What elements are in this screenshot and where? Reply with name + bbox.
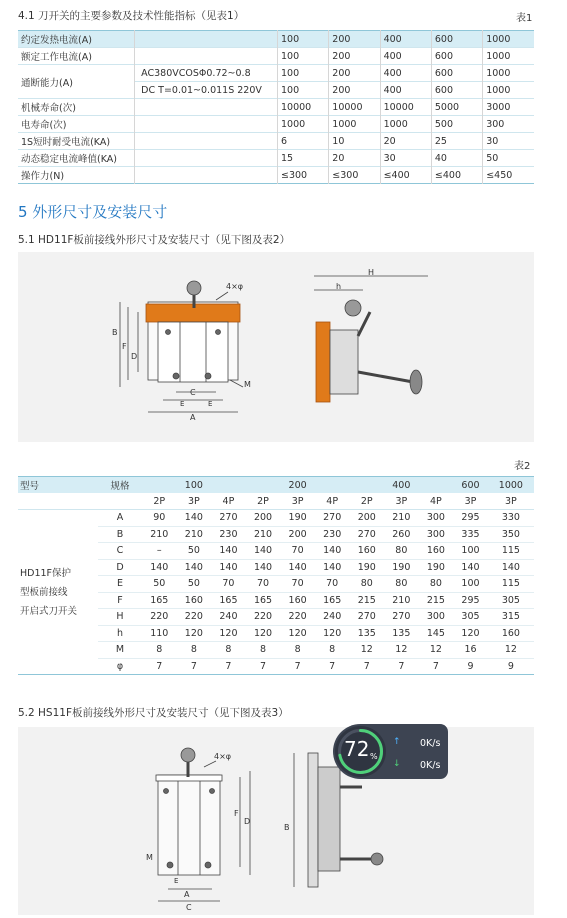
- figure-2-drawing: [18, 727, 534, 915]
- figure2-label-b: B: [284, 823, 290, 832]
- table2-cell: 140: [184, 561, 203, 573]
- table1-cell: ≤400: [380, 167, 431, 184]
- table2-cell: 270: [392, 611, 411, 623]
- table2-cell: 140: [501, 561, 520, 573]
- table2-head-row: [18, 477, 534, 494]
- table1-cell: 400: [380, 48, 431, 65]
- table2-cell: 220: [150, 611, 169, 623]
- table2-model-line: HD11F保护: [20, 567, 72, 579]
- figure2-label-e: E: [174, 877, 179, 885]
- table2-cell: 50: [153, 578, 166, 590]
- table2-cell: 305: [461, 611, 480, 623]
- table2-pole: 3P: [291, 495, 304, 507]
- table2-cell: 80: [360, 578, 373, 590]
- table1-cell: 10000: [329, 99, 380, 116]
- table2-dim-key: F: [117, 594, 123, 606]
- table2-cell: 140: [150, 561, 169, 573]
- table2-group: 100: [184, 479, 203, 491]
- table2-cell: 295: [461, 512, 480, 524]
- table2-cell: 135: [357, 627, 376, 639]
- table2-cell: 140: [323, 545, 342, 557]
- table1-row: [18, 65, 534, 82]
- figure1-label-m: M: [244, 380, 251, 389]
- table1-row-label: 操作力(N): [21, 171, 65, 182]
- table1-row-label: 通断能力(A): [21, 77, 73, 89]
- table2-cell: 8: [329, 644, 336, 656]
- table1-cell: ≤300: [278, 167, 329, 184]
- table1-cell: 1000: [380, 116, 431, 133]
- section-52-title: 5.2 HS11F板前接线外形尺寸及安装尺寸（见下图及表3）: [18, 707, 289, 719]
- table2-body: [18, 510, 534, 675]
- table1-cell: 100: [278, 65, 329, 82]
- table2-group: 1000: [498, 479, 523, 491]
- table1-cell: 500: [431, 116, 482, 133]
- table2-cell: 305: [501, 594, 520, 606]
- table2-pole: 3P: [464, 495, 477, 507]
- table1-row-label: 额定工作电流(A): [21, 52, 92, 63]
- table2-cell: 190: [426, 561, 445, 573]
- table1-head-cell: 400: [380, 31, 431, 48]
- table2-cell: 12: [504, 644, 517, 656]
- figure-2-box: [18, 727, 534, 915]
- table2-dim-key: M: [115, 644, 125, 656]
- table1-head-cell: 200: [329, 31, 380, 48]
- table1-cell: 15: [278, 150, 329, 167]
- table1-cell: 10000: [278, 99, 329, 116]
- figure1-label-b: B: [112, 328, 118, 337]
- table1-row: [18, 99, 534, 116]
- figure2-label-a: A: [184, 890, 190, 899]
- table2-cell: 165: [150, 594, 169, 606]
- table1-cell: 600: [431, 65, 482, 82]
- table2-cell: 12: [395, 644, 408, 656]
- table1-cell: 400: [380, 82, 431, 99]
- table2-cell: 7: [294, 660, 301, 672]
- table2-cell: 260: [392, 528, 411, 540]
- table1-cell: 10000: [380, 99, 431, 116]
- table2-cell: 120: [323, 627, 342, 639]
- table1-head-cell: 1000: [483, 31, 534, 48]
- table2-cell: 100: [461, 545, 480, 557]
- table2-pole: 2P: [360, 495, 373, 507]
- figure1-label-c: C: [190, 388, 196, 397]
- table2-group: 600: [461, 479, 480, 491]
- table2-cell: 70: [291, 545, 304, 557]
- table1-cell: 1000: [278, 116, 329, 133]
- table2-cell: 215: [357, 594, 376, 606]
- table1-row-label: 机械寿命(次): [21, 103, 76, 114]
- table2-cell: 140: [184, 512, 203, 524]
- table2-cell: 140: [253, 561, 273, 573]
- table2-cell: 70: [222, 578, 235, 590]
- table2-cell: 50: [187, 545, 200, 557]
- table1-cell: 6: [278, 133, 329, 150]
- table2-cell: 7: [329, 660, 336, 672]
- table2-poles-row: [18, 493, 534, 510]
- table2-cell: 190: [288, 512, 307, 524]
- table2-cell: 9: [507, 660, 514, 672]
- table2-cell: 9: [467, 660, 474, 672]
- table2-cell: 50: [187, 578, 200, 590]
- table2-cell: 7: [225, 660, 232, 672]
- table2-cell: 315: [501, 611, 520, 623]
- table2-cell: 210: [184, 528, 203, 540]
- upload-rate: 0K/s: [420, 738, 441, 749]
- table-row: [18, 510, 534, 527]
- table2-cell: 200: [253, 512, 273, 524]
- download-arrow-icon: ↓: [393, 759, 401, 769]
- figure-1-box: [18, 252, 534, 442]
- table2-cell: 210: [392, 594, 411, 606]
- table2-cell: 120: [219, 627, 238, 639]
- table2-cell: –: [156, 545, 162, 557]
- table1-cell: 100: [278, 82, 329, 99]
- table2-cell: 165: [253, 594, 273, 606]
- table2-cell: 8: [294, 644, 301, 656]
- gauge-percent-unit: %: [370, 752, 378, 761]
- table2-cell: 8: [156, 644, 163, 656]
- table2-cell: 7: [260, 660, 267, 672]
- table2-cell: 16: [464, 644, 477, 656]
- table2-group: 200: [288, 479, 307, 491]
- table1-head-cell: 100: [278, 31, 329, 48]
- table2-group: 400: [392, 479, 411, 491]
- table2-cell: 140: [219, 561, 238, 573]
- table2-cell: 7: [156, 660, 163, 672]
- figure1-label-h-lower: h: [336, 282, 342, 291]
- table1-cell: 200: [329, 82, 380, 99]
- table2-cell: 210: [392, 512, 411, 524]
- section-51-title: 5.1 HD11F板前接线外形尺寸及安装尺寸（见下图及表2）: [18, 234, 291, 246]
- table2-cell: 7: [398, 660, 405, 672]
- table2-cell: 7: [432, 660, 439, 672]
- table1-cell: 20: [329, 150, 380, 167]
- table2-cell: 90: [153, 512, 166, 524]
- table2-cell: 215: [426, 594, 445, 606]
- table2-cell: 270: [357, 528, 376, 540]
- table2-cell: 70: [291, 578, 304, 590]
- table2-cell: 295: [461, 594, 480, 606]
- figure1-label-h-upper: H: [368, 268, 375, 277]
- table1-cell: 600: [431, 82, 482, 99]
- table2-cell: 220: [253, 611, 273, 623]
- table1-cell: 200: [329, 48, 380, 65]
- table2-cell: 300: [426, 512, 445, 524]
- table2-dim-key: E: [116, 578, 123, 590]
- table2-cell: 80: [429, 578, 442, 590]
- table2-head-spec: 规格: [110, 481, 130, 492]
- table1-tag: 表1: [516, 13, 533, 24]
- table2-model-line: 开启式刀开关: [20, 605, 78, 617]
- table-2: [18, 476, 534, 675]
- table2-cell: 230: [323, 528, 342, 540]
- figure1-label-e1: E: [180, 400, 185, 408]
- table2-cell: 140: [219, 545, 238, 557]
- table1-row-label: 1S短时耐受电流(KA): [21, 137, 111, 148]
- figure2-label-c: C: [186, 903, 192, 912]
- table2-cell: 165: [219, 594, 238, 606]
- upload-arrow-icon: ↑: [393, 737, 401, 747]
- table2-cell: 115: [501, 578, 520, 590]
- figure2-label-m: M: [146, 853, 153, 862]
- figure1-label-e2: E: [208, 400, 213, 408]
- table2-cell: 12: [429, 644, 442, 656]
- table1-cell: 5000: [431, 99, 482, 116]
- table2-cell: 120: [253, 627, 273, 639]
- table2-head-model: 型号: [20, 481, 40, 492]
- table1-row: [18, 133, 534, 150]
- table2-cell: 335: [461, 528, 480, 540]
- table1-cell: 50: [483, 150, 534, 167]
- table2-dim-key: C: [116, 545, 124, 557]
- table1-cell: 400: [380, 65, 431, 82]
- table1-head-label: 约定发热电流(A): [21, 35, 92, 46]
- table1-cell: 600: [431, 48, 482, 65]
- table2-cell: 160: [288, 594, 307, 606]
- table2-cell: 80: [395, 545, 408, 557]
- table2-cell: 70: [256, 578, 270, 590]
- figure1-label-f: F: [122, 342, 127, 351]
- table2-cell: 160: [426, 545, 445, 557]
- table2-cell: 120: [288, 627, 307, 639]
- table2-pole: 3P: [187, 495, 200, 507]
- table2-dim-key: H: [116, 611, 124, 623]
- table2-pole: 4P: [326, 495, 339, 507]
- table1-row: [18, 167, 534, 184]
- table2-cell: 115: [501, 545, 520, 557]
- table2-model-cell: [18, 510, 98, 675]
- table1-cell: 1000: [483, 48, 534, 65]
- figure2-label-f: F: [234, 809, 239, 818]
- table1-row: [18, 150, 534, 167]
- table1-row-label: 电寿命(次): [21, 120, 67, 131]
- table2-cell: 240: [219, 611, 238, 623]
- figure1-label-d: D: [131, 352, 138, 361]
- table2-cell: 270: [357, 611, 376, 623]
- table2-cell: 120: [461, 627, 480, 639]
- table2-pole: 2P: [257, 495, 269, 507]
- table1-cell: 1000: [483, 65, 534, 82]
- table1-head-cell: 600: [431, 31, 482, 48]
- table2-cell: 8: [190, 644, 197, 656]
- table1-cell: 30: [380, 150, 431, 167]
- download-rate: 0K/s: [420, 760, 441, 771]
- table1-row: [18, 48, 534, 65]
- table2-pole: 3P: [505, 495, 517, 507]
- table2-pole: 4P: [222, 495, 235, 507]
- table2-dim-key: B: [116, 528, 124, 540]
- table2-cell: 8: [260, 644, 267, 656]
- table2-cell: 70: [326, 578, 339, 590]
- table2-tag: 表2: [514, 461, 531, 472]
- table2-model-line: 型板前接线: [20, 586, 68, 598]
- table2-dim-key: A: [116, 512, 124, 524]
- table2-cell: 140: [323, 561, 342, 573]
- table1-cell: 1000: [329, 116, 380, 133]
- table2-pole: 2P: [153, 495, 166, 507]
- table2-cell: 120: [184, 627, 203, 639]
- table2-cell: 12: [360, 644, 373, 656]
- table2-pole: 3P: [395, 495, 408, 507]
- figure2-label-phi: 4×φ: [214, 752, 232, 761]
- table2-cell: 7: [363, 660, 370, 672]
- table2-cell: 165: [323, 594, 342, 606]
- table2-cell: 8: [225, 644, 232, 656]
- section-41-title: 4.1 刀开关的主要参数及技术性能指标（见表1）: [18, 10, 245, 22]
- table1-row: [18, 116, 534, 133]
- table1-cell: ≤400: [431, 167, 482, 184]
- table1-row-sublabel: AC380VCOSΦ0.72~0.8: [135, 65, 278, 82]
- table2-cell: 240: [323, 611, 342, 623]
- table2-cell: 230: [219, 528, 238, 540]
- table2-cell: 210: [150, 528, 169, 540]
- table1-cell: 10: [329, 133, 380, 150]
- table1-cell: 100: [278, 48, 329, 65]
- table2-cell: 190: [392, 561, 411, 573]
- table2-cell: 7: [190, 660, 197, 672]
- gauge-percent: 72: [344, 737, 370, 761]
- table1-cell: ≤300: [329, 167, 380, 184]
- table2-cell: 220: [288, 611, 307, 623]
- table2-cell: 100: [461, 578, 480, 590]
- table1-cell: 25: [431, 133, 482, 150]
- table2-dim-key: φ: [116, 660, 124, 672]
- table1-row-label: 动态稳定电流峰值(KA): [21, 154, 117, 165]
- table2-cell: 300: [426, 528, 445, 540]
- table2-cell: 160: [501, 627, 520, 639]
- table1-cell: 40: [431, 150, 482, 167]
- table2-cell: 140: [288, 561, 307, 573]
- table2-cell: 190: [357, 561, 376, 573]
- table2-cell: 210: [253, 528, 273, 540]
- table2-cell: 80: [395, 578, 408, 590]
- table2-cell: 140: [253, 545, 273, 557]
- table1-cell: 200: [329, 65, 380, 82]
- table2-cell: 110: [150, 627, 169, 639]
- table1-cell: 30: [483, 133, 534, 150]
- figure1-label-a: A: [190, 413, 196, 422]
- table2-cell: 160: [357, 545, 376, 557]
- table2-cell: 220: [184, 611, 203, 623]
- figure-1-drawing: [18, 252, 534, 442]
- table2-cell: 145: [426, 627, 445, 639]
- table1-cell: 1000: [483, 82, 534, 99]
- section-5-title: 5 外形尺寸及安装尺寸: [18, 203, 168, 221]
- figure2-label-d: D: [244, 817, 251, 826]
- table1-cell: 3000: [483, 99, 534, 116]
- table2-cell: 135: [392, 627, 411, 639]
- table2-dim-key: h: [116, 627, 124, 639]
- table2-cell: 160: [184, 594, 203, 606]
- table1-cell: 20: [380, 133, 431, 150]
- table2-cell: 300: [426, 611, 445, 623]
- table2-dim-key: D: [116, 561, 124, 573]
- table2-cell: 200: [288, 528, 307, 540]
- table2-cell: 350: [501, 528, 520, 540]
- table1-head-row: [18, 31, 534, 48]
- table2-pole: 4P: [430, 495, 442, 507]
- table2-cell: 140: [461, 561, 480, 573]
- table1-cell: 300: [483, 116, 534, 133]
- table2-cell: 200: [357, 512, 376, 524]
- table2-cell: 270: [323, 512, 342, 524]
- table2-cell: 270: [219, 512, 238, 524]
- table2-cell: 330: [501, 512, 520, 524]
- table-1: [18, 30, 534, 184]
- table1-cell: ≤450: [483, 167, 534, 184]
- figure1-label-phi: 4×φ: [226, 282, 244, 291]
- table1-row-sublabel: DC T=0.01~0.011S 220V: [135, 82, 278, 99]
